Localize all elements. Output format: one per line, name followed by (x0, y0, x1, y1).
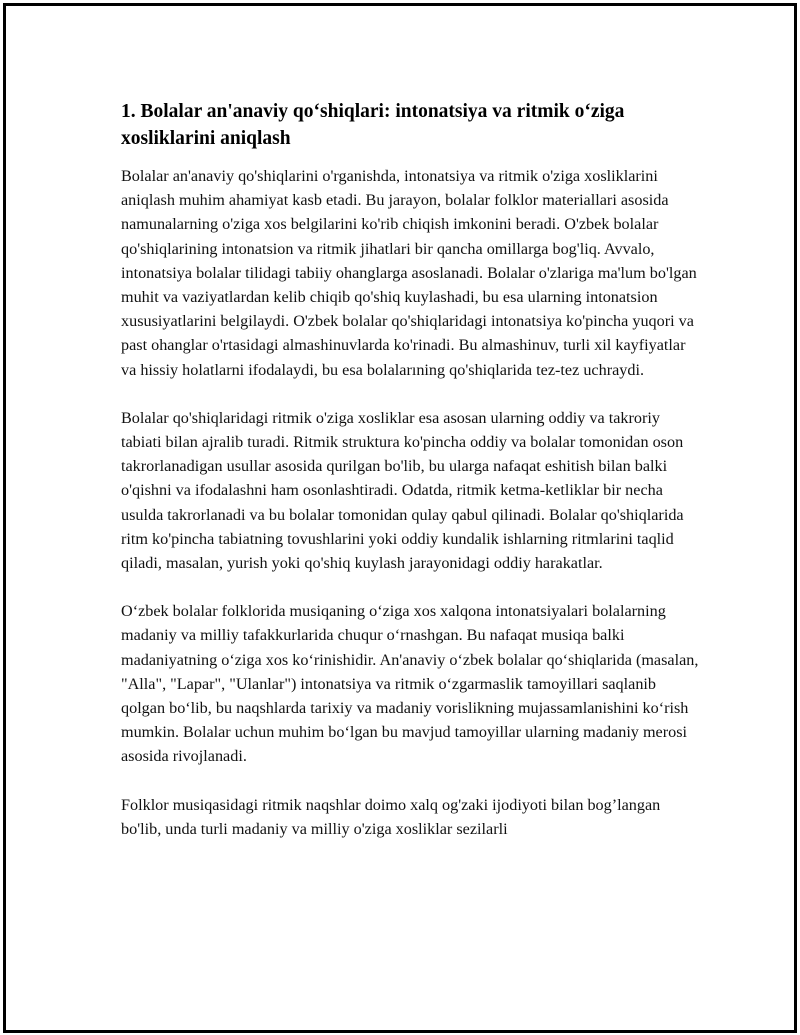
document-body (121, 98, 701, 841)
page-frame (3, 3, 797, 1033)
paragraph-rhythm: Bolalar qo'shiqlaridagi ritmik o'ziga xosliklar esa asosan ularning oddiy va takroriy tabiati bilan ajralib turadi. Ritmik struktura ko'pincha oddiy va bolalar tomonidan oson takrorlanadigan usullar asosida qurilgan bo'lib, bu ularga nafaqat eshitish bilan balki o'qishni va ifodalashni ham osonlashtiradi. Odatda, ritmik ketma-ketliklar bir necha usulda takrorlanadi va bu bolalar tomonidan qulay qabul qilinadi. Bolalar qo'shiqlarida ritm ko'pincha tabiatning tovushlarini yoki oddiy kundalik ishlarning ritmlarini taqlid qiladi, masalan, yurish yoki qo'shiq kuylash jarayonidagi oddiy harakatlar. (121, 408, 684, 573)
paragraph-intonation: Bolalar an'anaviy qo'shiqlarini o'rganishda, intonatsiya va ritmik o'ziga xosliklarini aniqlash muhim ahamiyat kasb etadi. Bu jarayon, bolalar folklor materiallari asosida namunalarning o'ziga xos belgilarini ko'rib chiqish imkonini beradi. O'zbek bolalar qo'shiqlarining intonatsion va ritmik jihatlari bir qancha omillarga bog'liq. Avvalo, intonatsiya bolalar tilidagi tabiiy ohanglarga asoslanadi. Bolalar o'zlariga ma'lum bo'lgan muhit va vaziyatlardan kelib chiqib qo'shiq kuylashadi, bu esa ularning intonatsion xususiyatlarini belgilaydi. O'zbek bolalar qo'shiqlaridagi intonatsiya ko'pincha yuqori va past ohanglar o'rtasidagi almashinuvlarda ko'rinadi. Bu almashinuv, turli xil kayfiyatlar va hissiy holatlarni ifodalaydi, bu esa bolalarıning qo'shiqlarida tez-tez uchraydi. (121, 167, 697, 379)
section-heading: 1. Bolalar an'anaviy qo‘shiqlari: intonatsiya va ritmik o‘ziga xosliklarini aniqlash (121, 101, 625, 149)
paragraph-folklore: O‘zbek bolalar folklorida musiqaning o‘ziga xos xalqona intonatsiyalari bolalarning madaniy va milliy tafakkurlarida chuqur o‘rnashgan. Bu nafaqat musiqa balki madaniyatning o‘ziga xos ko‘rinishidir. An'anaviy o‘zbek bolalar qo‘shiqlarida (masalan, "Alla", "Lapar", "Ulanlar") intonatsiya va ritmik o‘zgarmaslik tamoyillari saqlanib qolgan bo‘lib, bu naqshlarda tarixiy va madaniy vorislikning mujassamlanishini ko‘rish mumkin. Bolalar uchun muhim bo‘lgan bu mavjud tamoyillar ularning madaniy merosi asosida rivojlanadi. (121, 602, 699, 766)
paragraph-rhythmic-patterns: Folklor musiqasidagi ritmik naqshlar doimo xalq og'zaki ijodiyoti bilan bog’langan bo'lib, unda turli madaniy va milliy o'ziga xosliklar sezilarli (121, 795, 661, 838)
